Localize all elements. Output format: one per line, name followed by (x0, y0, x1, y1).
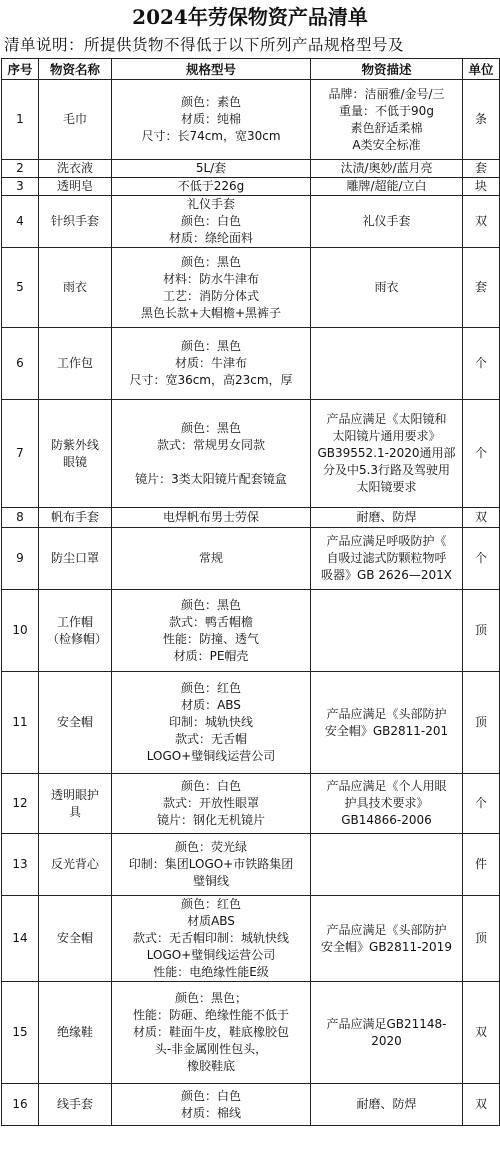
description-line: 素色舒适柔棉 (350, 120, 423, 135)
row-number: 15 (2, 982, 39, 1084)
spec-line: 印制：集团LOGO+市铁路集团 (128, 857, 294, 871)
row-number: 2 (2, 160, 39, 178)
item-name: 安全帽 (39, 896, 112, 982)
item-unit: 套 (463, 248, 500, 328)
item-description (311, 528, 463, 590)
spec-line: 颜色：荧光绿 (174, 840, 247, 854)
spec-line: 颜色：黑色 (180, 597, 241, 612)
description-line: 耐磨、防焊 (356, 510, 417, 524)
item-unit: 顶 (463, 672, 500, 774)
item-unit: 件 (463, 834, 500, 896)
item-spec (112, 508, 311, 528)
item-name: 安全帽 (39, 672, 112, 774)
item-description (311, 328, 463, 400)
description-line: 分及中5.3行路及驾驶用 (322, 463, 451, 477)
spec-line: 材质：ABS (181, 698, 241, 712)
item-spec (112, 178, 311, 196)
document-title: 2024年劳保物资产品清单 (132, 5, 368, 29)
spec-line: 印制：城轨快线 (168, 715, 253, 729)
spec-line: 常规 (198, 551, 223, 565)
item-spec (112, 982, 311, 1084)
spec-line: LOGO+璧铜线运营公司 (146, 749, 276, 763)
item-description (311, 80, 463, 160)
table-row (2, 80, 500, 160)
item-name: 洗衣液 (39, 160, 112, 178)
table-row (2, 196, 500, 248)
header-unit: 单位 (463, 59, 500, 80)
spec-line: LOGO+璧铜线运营公司 (146, 948, 276, 962)
row-number: 16 (2, 1084, 39, 1126)
spec-line: 颜色：白色 (180, 214, 241, 228)
item-unit: 双 (463, 196, 500, 248)
spec-line (114, 454, 308, 471)
item-spec (112, 400, 311, 508)
table-row (2, 328, 500, 400)
spec-line: 颜色：黑色； (174, 991, 247, 1005)
spec-line: 颜色：黑色 (180, 420, 241, 435)
row-number: 9 (2, 528, 39, 590)
row-number: 8 (2, 508, 39, 528)
table-header-row (2, 59, 500, 80)
table-row (2, 834, 500, 896)
header-name: 物资名称 (39, 59, 112, 80)
row-number: 6 (2, 328, 39, 400)
item-unit: 双 (463, 982, 500, 1084)
item-description (311, 896, 463, 982)
item-name: 绝缘鞋 (39, 982, 112, 1084)
description-line: 安全帽》GB2811-201 (324, 723, 449, 738)
item-name: 反光背心 (39, 834, 112, 896)
description-line: 2020 (371, 1033, 402, 1048)
item-unit: 个 (463, 774, 500, 834)
spec-line: 礼仪手套 (186, 197, 235, 211)
description-line: 吸器》GB 2626—201X (320, 568, 452, 582)
description-line: 雨衣 (374, 280, 399, 294)
item-spec (112, 896, 311, 982)
description-line: 耐磨、防焊 (356, 1097, 417, 1111)
item-name: 线手套 (39, 1084, 112, 1126)
table-row (2, 774, 500, 834)
spec-line: 款式：常规男女同款 (156, 437, 265, 452)
spec-line: 头-非金属刚性包头， (154, 1042, 268, 1056)
row-number: 12 (2, 774, 39, 834)
item-spec (112, 160, 311, 178)
description-line: A类安全标准 (352, 137, 421, 152)
description-line: 安全帽》GB2811-2019 (321, 939, 452, 954)
spec-line: 不低于226g (177, 179, 245, 193)
list-note: 清单说明：所提供货物不得低于以下所列产品规格型号及 (4, 36, 405, 54)
table-row (2, 400, 500, 508)
item-spec (112, 1084, 311, 1126)
item-spec (112, 248, 311, 328)
item-description (311, 834, 463, 896)
item-description (311, 672, 463, 774)
item-description (311, 774, 463, 834)
table-row (2, 896, 500, 982)
description-line: GB14866-2006 (341, 813, 432, 827)
item-name: 工作包 (39, 328, 112, 400)
item-description (311, 508, 463, 528)
item-name: 雨衣 (39, 248, 112, 328)
description-line: 品牌：洁丽雅/金号/三 (328, 86, 445, 101)
spec-line: 电焊帆布男士劳保 (162, 510, 259, 524)
item-description (311, 982, 463, 1084)
description-line: 产品应满足《头部防护 (326, 706, 447, 721)
item-name: 透明皂 (39, 178, 112, 196)
spec-line: 橡胶鞋底 (186, 1059, 235, 1073)
spec-line: 材质ABS (187, 914, 235, 928)
item-spec (112, 774, 311, 834)
item-spec (112, 528, 311, 590)
description-line: 重量：不低于90g (339, 103, 434, 118)
spec-line: 性能：防撞、透气 (162, 631, 259, 646)
spec-line: 镜片：3类太阳镜片配套镜盒 (135, 471, 287, 486)
spec-line: 颜色：红色 (180, 897, 241, 911)
spec-line: 尺寸：宽36cm，高23cm，厚 (129, 373, 293, 387)
description-line: 产品应满足《太阳镜和 (326, 412, 447, 426)
item-description (311, 590, 463, 672)
item-unit: 个 (463, 400, 500, 508)
spec-line: 颜色：素色 (180, 95, 241, 109)
item-spec (112, 834, 311, 896)
spec-line: 材质：牛津布 (174, 356, 247, 370)
spec-line: 颜色：红色 (180, 681, 241, 695)
row-number: 1 (2, 80, 39, 160)
item-spec (112, 80, 311, 160)
item-unit: 块 (463, 178, 500, 196)
table-row (2, 1084, 500, 1126)
table-row (2, 982, 500, 1084)
item-unit: 双 (463, 508, 500, 528)
item-unit: 条 (463, 80, 500, 160)
header-no: 序号 (2, 59, 39, 80)
table-row (2, 528, 500, 590)
spec-line: 黑色长款+大帽檐+黑裤子 (140, 305, 282, 320)
item-name: 防紫外线眼镜 (39, 400, 112, 508)
item-description (311, 160, 463, 178)
item-spec (112, 328, 311, 400)
spec-line: 颜色：黑色 (180, 254, 241, 269)
item-description (311, 1084, 463, 1126)
spec-line: 镜片：钢化无机镜片 (156, 813, 265, 827)
product-table (1, 58, 500, 1126)
spec-line: 颜色：白色 (180, 779, 241, 793)
spec-line: 材质：鞋面牛皮，鞋底橡胶包 (132, 1025, 289, 1039)
spec-line: 材质：纯棉 (180, 112, 241, 126)
description-line: 礼仪手套 (362, 214, 411, 228)
item-unit: 顶 (463, 896, 500, 982)
item-name: 工作帽（检修帽） (39, 590, 112, 672)
spec-line: 款式：无舌帽印制：城轨快线 (132, 931, 289, 945)
item-spec (112, 672, 311, 774)
description-line: 雕牌/超能/立白 (346, 179, 427, 193)
spec-line: 性能：防砸、绝缘性能不低于 (132, 1008, 289, 1022)
table-row (2, 672, 500, 774)
table-row (2, 590, 500, 672)
row-number: 11 (2, 672, 39, 774)
row-number: 14 (2, 896, 39, 982)
spec-line: 尺寸：长74cm，宽30cm (141, 129, 281, 143)
spec-line: 款式：鸭舌帽檐 (168, 614, 253, 629)
spec-line: 材质：棉线 (180, 1105, 241, 1120)
spec-line: 材料：防水牛津布 (162, 271, 259, 286)
description-line: 产品应满足《个人用眼 (326, 779, 447, 793)
item-spec (112, 196, 311, 248)
item-description (311, 248, 463, 328)
spec-line: 璧铜线 (192, 874, 229, 888)
item-name: 透明眼护具 (39, 774, 112, 834)
description-line: 汰渍/奥妙/蓝月亮 (340, 161, 433, 175)
description-line: GB39552.1-2020通用部 (317, 446, 456, 460)
row-number: 7 (2, 400, 39, 508)
spec-line: 材质：PE帽壳 (173, 648, 249, 663)
table-row (2, 508, 500, 528)
item-unit: 个 (463, 528, 500, 590)
description-line: 产品应满足GB21148- (326, 1016, 447, 1031)
spec-line: 款式：开放性眼罩 (162, 796, 259, 810)
item-unit: 双 (463, 1084, 500, 1126)
row-number: 13 (2, 834, 39, 896)
row-number: 5 (2, 248, 39, 328)
item-name: 帆布手套 (39, 508, 112, 528)
item-description (311, 178, 463, 196)
table-row (2, 178, 500, 196)
row-number: 4 (2, 196, 39, 248)
description-line: 太阳镜要求 (356, 480, 417, 494)
description-line: 自吸过滤式防颗粒物呼 (326, 551, 447, 565)
item-unit: 顶 (463, 590, 500, 672)
description-line: 产品应满足呼吸防护《 (326, 534, 447, 548)
item-spec (112, 590, 311, 672)
item-unit: 套 (463, 160, 500, 178)
spec-line: 性能：电绝缘性能E级 (153, 965, 269, 979)
item-description (311, 196, 463, 248)
spec-line: 5L/套 (195, 161, 227, 175)
row-number: 3 (2, 178, 39, 196)
header-desc: 物资描述 (311, 59, 463, 80)
item-name: 防尘口罩 (39, 528, 112, 590)
spec-line: 颜色：白色 (180, 1088, 241, 1103)
description-line: 护具技术要求》 (344, 796, 429, 810)
spec-line: 颜色：黑色 (180, 339, 241, 353)
description-line: 太阳镜片通用要求》 (332, 429, 441, 443)
spec-line: 款式：无舌帽 (174, 732, 247, 746)
table-row (2, 248, 500, 328)
item-description (311, 400, 463, 508)
description-line: 产品应满足《头部防护 (326, 922, 447, 937)
row-number: 10 (2, 590, 39, 672)
item-name: 毛巾 (39, 80, 112, 160)
table-row (2, 160, 500, 178)
spec-line: 材质：绦纶面料 (168, 231, 253, 245)
item-unit: 个 (463, 328, 500, 400)
header-spec: 规格型号 (112, 59, 311, 80)
item-name: 针织手套 (39, 196, 112, 248)
spec-line: 工艺：消防分体式 (162, 288, 259, 303)
